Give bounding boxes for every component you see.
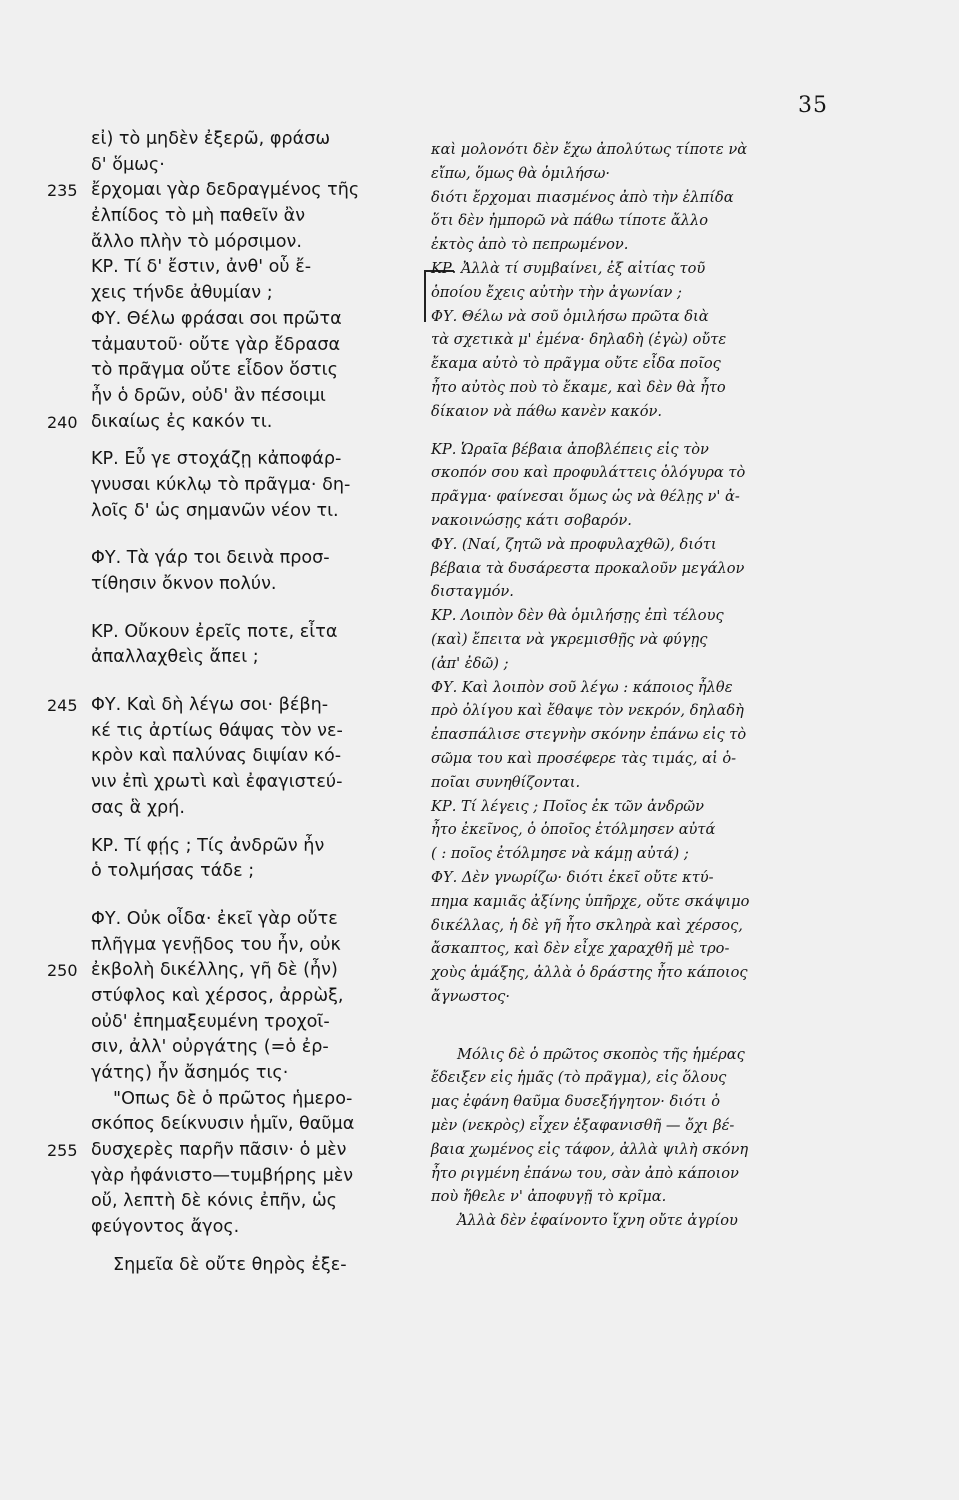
greek-line-text: ἦν ὁ δρῶν, οὐδ' ἂν πέσοιμι xyxy=(91,385,326,406)
line-gap xyxy=(431,424,826,438)
translation-line: ἐκτὸς ἀπὸ τὸ πεπρωμένον. xyxy=(431,236,629,254)
greek-line xyxy=(91,984,431,1010)
greek-line-text: ἔρχομαι γὰρ δεδραγμένος τῆς xyxy=(91,180,360,201)
line-gap xyxy=(91,435,431,447)
line-gap xyxy=(91,598,431,620)
translation-line: Μόλις δὲ ὁ πρῶτος σκοπὸς τῆς ἡμέρας xyxy=(457,1045,745,1063)
greek-line-text: ἄλλο πλὴν τὸ μόρσιμον. xyxy=(91,231,302,252)
greek-line-text: ΚΡ. Εὖ γε στοχάζῃ κἀποφάρ- xyxy=(91,449,342,470)
translation-line: ΚΡ. Τί λέγεις ; Ποῖος ἐκ τῶν ἀνδρῶν xyxy=(431,797,705,815)
greek-line-text: ἀπαλλαχθεὶς ἄπει ; xyxy=(91,647,259,668)
translation-line: καὶ μολονότι δὲν ἔχω ἀπολύτως τίποτε νὰ xyxy=(431,141,748,158)
greek-line xyxy=(91,719,431,745)
translation-line: ( : ποῖος ἐτόλμησε νὰ κάμῃ αὐτά) ; xyxy=(431,845,689,863)
page-number: 35 xyxy=(798,93,828,118)
translation-line: διότι ἔρχομαι πιασμένος ἀπὸ τὴν ἐλπίδα xyxy=(431,188,734,206)
greek-line-text: εἰ) τὸ μηδὲν ἐξερῶ, φράσω xyxy=(91,129,331,149)
greek-line xyxy=(91,620,431,646)
translation-line: πρὸ ὀλίγου καὶ ἔθαψε τὸν νεκρόν, δηλαδὴ xyxy=(431,702,744,720)
greek-line-text: γάτης) ἦν ἄσημός τις· xyxy=(91,1063,289,1083)
greek-text-column xyxy=(47,127,431,1279)
greek-line-text: "Οπως δὲ ὁ πρῶτος ἡμερο- xyxy=(113,1088,353,1109)
greek-line-text: τίθησιν ὄκνον πολύν. xyxy=(91,574,277,594)
greek-line xyxy=(91,907,431,933)
greek-line xyxy=(91,333,431,359)
greek-line-text: σας ἃ χρή. xyxy=(91,797,185,818)
translation-line: νακοινώσῃς κάτι σοβαρόν. xyxy=(431,511,632,529)
greek-line-text: οὔ, λεπτὴ δὲ κόνις ἐπῆν, ὡς xyxy=(91,1191,338,1212)
translation-line: δισταγμόν. xyxy=(431,583,514,601)
greek-line-text: πλῆγμα γενῇδος του ἦν, οὐκ xyxy=(91,934,341,955)
greek-line-text: τὸ πρᾶγμα οὔτε εἶδον ὅστις xyxy=(91,360,338,381)
greek-line-text: οὐδ' ἐπημαξευμένη τροχοῖ- xyxy=(91,1011,330,1032)
greek-line-text: στύφλος καὶ χέρσος, ἀρρὼξ, xyxy=(91,985,344,1006)
greek-line-text: ΦΥ. Οὐκ οἶδα· ἐκεῖ γὰρ οὔτε xyxy=(91,908,338,929)
greek-line-text: Σημεῖα δὲ οὔτε θηρὸς ἐξε- xyxy=(113,1254,347,1275)
line-number: 240 xyxy=(47,412,78,432)
greek-line xyxy=(47,958,431,984)
greek-line-text: δικαίως ἐς κακόν τι. xyxy=(91,411,273,432)
greek-line xyxy=(47,410,431,436)
translation-line: (καὶ) ἔπειτα νὰ γκρεμισθῇς νὰ φύγῃς xyxy=(431,630,708,648)
greek-line-text: ἐκβολὴ δικέλλης, γῆ δὲ (ἦν) xyxy=(91,960,338,981)
greek-line xyxy=(91,859,431,885)
greek-line xyxy=(91,1189,431,1215)
translation-line: βέβαια τὰ δυσάρεστα προκαλοῦν μεγάλον xyxy=(431,559,745,577)
greek-line xyxy=(91,1035,431,1061)
greek-line xyxy=(91,1087,431,1113)
greek-line-text: λοῖς δ' ὡς σημανῶν νέον τι. xyxy=(91,500,339,521)
translation-line: τὰ σχετικὰ μ' ἐμένα· δηλαδὴ (ἐγὼ) οὔτε xyxy=(431,331,727,349)
translation-line: χοὺς ἁμάξης, ἀλλὰ ὁ δράστης ἦτο κάποιος xyxy=(431,964,748,982)
line-number: 255 xyxy=(47,1141,78,1161)
greek-line-text: σιν, ἀλλ' οὐργάτης (=ὁ ἐρ- xyxy=(91,1037,329,1058)
greek-line-text: φεύγοντος ἄγος. xyxy=(91,1217,240,1238)
translation-line: ΦΥ. Καὶ λοιπὸν σοῦ λέγω : κάποιος ἦλθε xyxy=(431,678,733,696)
greek-line-text: σκόπος δείκνυσιν ἡμῖν, θαῦμα xyxy=(91,1114,355,1135)
greek-line xyxy=(91,153,431,179)
translation-line: εἴπω, ὅμως θὰ ὁμιλήσω· xyxy=(431,164,611,182)
greek-line-text: ΚΡ. Τί φῄς ; Τίς ἀνδρῶν ἦν xyxy=(91,835,325,856)
greek-line xyxy=(91,358,431,384)
translation-line: ΚΡ. Ὡραῖα βέβαια ἀποβλέπεις εἰς τὸν xyxy=(431,440,709,458)
greek-line xyxy=(91,1215,431,1241)
greek-line xyxy=(91,1010,431,1036)
greek-line-text: τἀμαυτοῦ· οὔτε γὰρ ἔδρασα xyxy=(91,334,341,355)
translation-line: ἦτο ἐκεῖνος, ὁ ὁποῖος ἐτόλμησεν αὐτά xyxy=(431,821,716,839)
translation-line: ἦτο αὐτὸς ποὺ τὸ ἔκαμε, καὶ δὲν θὰ ἦτο xyxy=(431,378,726,396)
line-number: 250 xyxy=(47,961,78,981)
greek-line-text: νιν ἐπὶ χρωτὶ καὶ ἐφαγιστεύ- xyxy=(91,772,343,793)
greek-line-text: κέ τις ἀρτίως θάψας τὸν νε- xyxy=(91,720,343,741)
translation-line: πρᾶγμα· φαίνεσαι ὅμως ὡς νὰ θέλῃς ν' ἀ- xyxy=(431,488,740,506)
translation-line: ἔδειξεν εἰς ἡμᾶς (τὸ πρᾶγμα), εἰς ὅλους xyxy=(431,1069,727,1087)
greek-line xyxy=(91,1112,431,1138)
greek-line xyxy=(91,645,431,671)
greek-line-text: γνυσαι κύκλῳ τὸ πρᾶγμα· δη- xyxy=(91,474,351,495)
greek-line xyxy=(47,693,431,719)
greek-line-text: κρὸν καὶ παλύνας διψίαν κό- xyxy=(91,746,342,767)
line-gap xyxy=(431,1009,826,1043)
translation-line: ΦΥ. Δὲν γνωρίζω· διότι ἐκεῖ οὔτε κτύ- xyxy=(431,868,714,886)
greek-line xyxy=(47,1138,431,1164)
greek-line xyxy=(91,230,431,256)
line-gap xyxy=(91,822,431,834)
greek-line xyxy=(91,204,431,230)
greek-line xyxy=(91,834,431,860)
greek-line-text: ὁ τολμήσας τάδε ; xyxy=(91,861,255,882)
translation-line: (ἀπ' ἐδῶ) ; xyxy=(431,654,509,672)
greek-line-text: γὰρ ἠφάνιστο—τυμβήρης μὲν xyxy=(91,1165,354,1186)
translation-line: ποῖαι συνηθίζονται. xyxy=(431,773,581,791)
greek-line xyxy=(91,1253,431,1279)
greek-line-text: ΦΥ. Θέλω φράσαι σοι πρῶτα xyxy=(91,308,342,329)
translation-line: ἔκαμα αὐτὸ τὸ πρᾶγμα οὔτε εἶδα ποῖος xyxy=(431,355,721,373)
translation-line: μὲν (νεκρὸς) εἶχεν ἐξαφανισθῆ — ὄχι βέ- xyxy=(431,1117,735,1135)
translation-line: ΚΡ. Λοιπὸν δὲν θὰ ὁμιλήσῃς ἐπὶ τέλους xyxy=(431,607,724,625)
greek-line xyxy=(91,1061,431,1087)
translation-line: ἦτο ριγμένη ἐπάνω του, σὰν ἀπὸ κάποιον xyxy=(431,1164,739,1182)
greek-line xyxy=(91,546,431,572)
translation-line: ὁποίου ἔχεις αὐτὴν τὴν ἀγωνίαν ; xyxy=(431,283,682,301)
greek-line-text: ΚΡ. Οὔκουν ἐρεῖς ποτε, εἶτα xyxy=(91,621,338,642)
line-number: 235 xyxy=(47,181,78,201)
greek-line-text: ΦΥ. Τὰ γάρ τοι δεινὰ προσ- xyxy=(91,548,330,569)
greek-line xyxy=(91,933,431,959)
translation-line: ἐπασπάλισε στεγνὴν σκόνην ἐπάνω εἰς τὸ xyxy=(431,726,747,744)
greek-line-text: ΚΡ. Τί δ' ἔστιν, ἀνθ' οὗ ἔ- xyxy=(91,257,312,278)
translation-line: πημα καμιᾶς ἀξίνης ὑπῆρχε, οὔτε σκάψιμο xyxy=(431,892,750,910)
greek-line-text: δυσχερὲς παρῆν πᾶσιν· ὁ μὲν xyxy=(91,1140,347,1161)
translation-line: βαια χωμένος εἰς τάφον, ἀλλὰ ψιλὴ σκόνη xyxy=(431,1140,749,1158)
greek-line xyxy=(91,744,431,770)
greek-line-text: δ' ὅμως· xyxy=(91,154,165,175)
greek-line xyxy=(91,127,431,153)
translation-line: σκοπόν σου καὶ προφυλάττεις ὁλόγυρα τὸ xyxy=(431,464,746,482)
greek-line xyxy=(91,447,431,473)
greek-line xyxy=(91,281,431,307)
greek-line xyxy=(91,473,431,499)
translation-line: Ἀλλὰ δὲν ἐφαίνοντο ἴχνη οὔτε ἀγρίου xyxy=(457,1212,738,1230)
line-gap xyxy=(91,885,431,907)
translation-line: δικέλλας, ἡ δὲ γῆ ἦτο σκληρὰ καὶ χέρσος, xyxy=(431,916,743,934)
greek-line xyxy=(91,255,431,281)
greek-line xyxy=(91,384,431,410)
translation-line: ἄσκαπτος, καὶ δὲν εἶχε χαραχθῆ μὲ τρο- xyxy=(431,940,730,958)
greek-line-text: χεις τήνδε ἀθυμίαν ; xyxy=(91,283,273,304)
line-gap xyxy=(91,1241,431,1253)
greek-line xyxy=(91,1164,431,1190)
greek-line-text: ΦΥ. Καὶ δὴ λέγω σοι· βέβη- xyxy=(91,695,329,716)
translation-line: μας ἐφάνη θαῦμα δυσεξήγητον· διότι ὁ xyxy=(431,1093,721,1111)
translation-line: σῶμα του καὶ προσέφερε τὰς τιμάς, αἱ ὁ- xyxy=(431,749,737,767)
translation-line: ποὺ ἤθελε ν' ἀποφυγῇ τὸ κρῖμα. xyxy=(431,1188,667,1206)
translation-line: ΚΡ. Ἀλλὰ τί συμβαίνει, ἐξ αἰτίας τοῦ xyxy=(431,259,706,277)
translation-line: ἄγνωστος· xyxy=(431,987,510,1005)
greek-line xyxy=(91,796,431,822)
greek-line xyxy=(91,572,431,598)
line-gap xyxy=(91,671,431,693)
greek-line xyxy=(91,307,431,333)
translation-line: δίκαιον νὰ πάθω κανὲν κακόν. xyxy=(431,402,663,420)
greek-line xyxy=(47,178,431,204)
line-gap xyxy=(91,524,431,546)
translation-column xyxy=(431,138,826,1233)
line-number: 245 xyxy=(47,696,78,716)
greek-line-text: ἐλπίδος τὸ μὴ παθεῖν ἂν xyxy=(91,206,306,227)
translation-line: ὅτι δὲν ἠμπορῶ νὰ πάθω τίποτε ἄλλο xyxy=(431,212,709,230)
translation-line: ΦΥ. (Ναί, ζητῶ νὰ προφυλαχθῶ), διότι xyxy=(431,535,717,553)
greek-line xyxy=(91,499,431,525)
translation-line: ΦΥ. Θέλω νὰ σοῦ ὁμιλήσω πρῶτα διὰ xyxy=(431,307,709,325)
greek-line xyxy=(91,770,431,796)
